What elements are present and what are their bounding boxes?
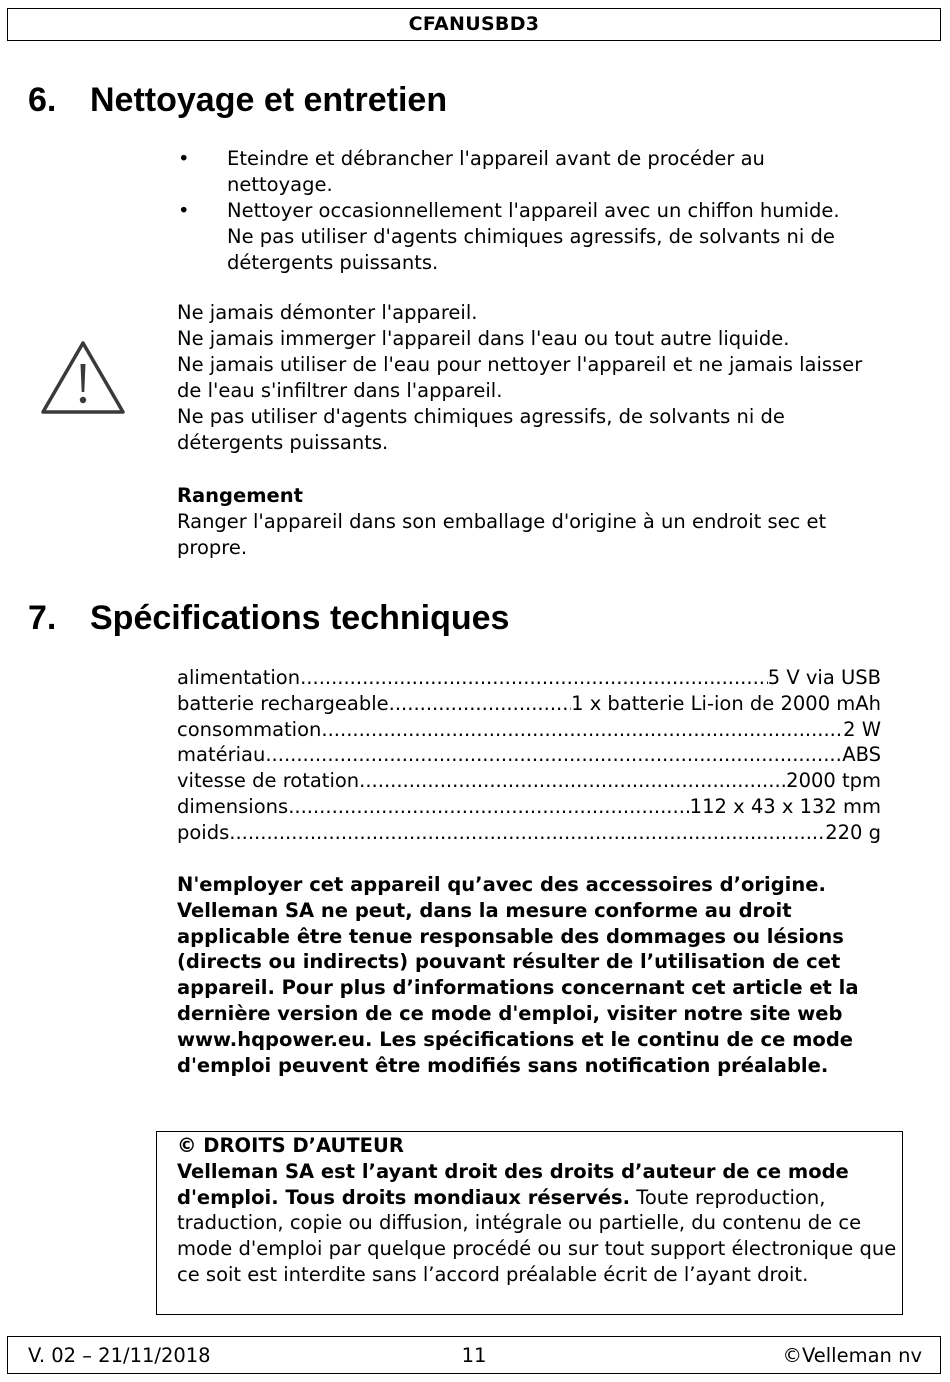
spec-value: 112 x 43 x 132 mm [689,794,881,818]
section-7-title: Spécifications techniques [90,599,510,637]
bullet-icon: • [178,147,190,170]
dot-leader [321,717,843,743]
spec-label: batterie rechargeable [177,691,389,715]
spec-label: poids [177,820,230,844]
spec-label: alimentation [177,666,301,689]
cleaning-bullet-list [178,146,868,276]
dot-leader [300,665,768,691]
section-6-heading [28,80,447,120]
warning-triangle-icon [40,340,126,416]
copyright-box [156,1131,903,1315]
spec-row [177,820,881,846]
dot-leader [288,794,689,820]
warning-line: Ne jamais démonter l'appareil. [177,301,478,324]
section-6-title: Nettoyage et entretien [90,81,448,119]
spec-value: 1 x batterie Li-ion de 2000 mAh [571,691,881,715]
model-title: CFANUSBD3 [408,13,540,35]
dot-leader [229,820,825,846]
page-number: 11 [461,1344,487,1367]
section-6-number: 6. [28,81,57,119]
warning-line: Ne jamais immerger l'appareil dans l'eau ou tout autre liquide. [177,327,790,350]
dot-leader [265,742,842,768]
spec-row [177,691,881,717]
specifications-list [177,665,881,846]
spec-value: 2000 tpm [786,769,881,793]
list-item [178,198,868,276]
storage-text: Ranger l'appareil dans son emballage d'origine à un endroit sec et propre. [177,510,827,559]
storage-block [177,483,877,561]
spec-label: dimensions [177,794,289,818]
spec-row [177,717,881,743]
copyright-text: Toute reproduction, traduction, copie ou diffusion, intégrale ou partielle, du contenu de ce mode d'emploi par quelque procédé ou sur tout support électronique que ce soit est interdite sans l’accord préalable écrit de l’ayant droit. [177,1185,897,1286]
section-7-number: 7. [28,599,57,637]
copyright-heading: © DROITS D’AUTEUR [177,1134,404,1157]
spec-label: matériau [177,743,266,767]
storage-heading: Rangement [177,484,303,507]
spec-row [177,794,881,820]
dot-leader [389,691,571,717]
bullet-text: Eteindre et débrancher l'appareil avant de procéder au nettoyage. [227,147,765,196]
dot-leader [359,768,786,794]
spec-label: consommation [177,717,322,741]
warning-line: Ne jamais utiliser de l'eau pour nettoyer l'appareil et ne jamais laisser de l'eau s'infiltrer dans l'appareil. [177,353,863,402]
list-item [178,146,868,198]
company-name: ©Velleman nv [782,1344,922,1367]
version-date: V. 02 – 21/11/2018 [28,1344,211,1367]
bullet-text: Nettoyer occasionnellement l'appareil avec un chiffon humide. Ne pas utiliser d'agents chimiques agressifs, de solvants ni de détergents puissants. [227,199,840,274]
spec-row [177,742,881,768]
disclaimer-text: N'employer cet appareil qu’avec des accessoires d’origine. Velleman SA ne peut, dans la mesure conforme au droit applicable être tenue responsable des dommages ou lésions (directs ou indirects) pouvant résulter de l’utilisation de cet appareil. Pour plus d’informations concernant cet article et la dernière version de ce mode d'emploi, visiter notre site web www.hqpower.eu. Les spécifications et le continu de ce mode d'emploi peuvent être modifiés sans notification préalable. [177,873,859,1077]
document-header [7,8,941,41]
spec-value: 2 W [843,717,881,741]
spec-label: vitesse de rotation [177,769,360,793]
copyright-bold-text: Velleman SA est l’ayant droit des droits d’auteur de ce mode d'emploi. Tous droits mondiaux réservés. [177,1159,849,1209]
spec-value: 220 g [825,820,881,844]
warning-line: Ne pas utiliser d'agents chimiques agressifs, de solvants ni de détergents puissants. [177,405,785,454]
spec-value: ABS [842,743,881,767]
spec-value: 5 V via USB [767,666,881,689]
document-footer [7,1336,941,1374]
spec-row [177,768,881,794]
section-7-heading [28,598,509,638]
bullet-icon: • [178,199,190,222]
warnings-block [177,300,877,456]
copyright-body [177,1159,902,1288]
spec-row [177,665,881,691]
